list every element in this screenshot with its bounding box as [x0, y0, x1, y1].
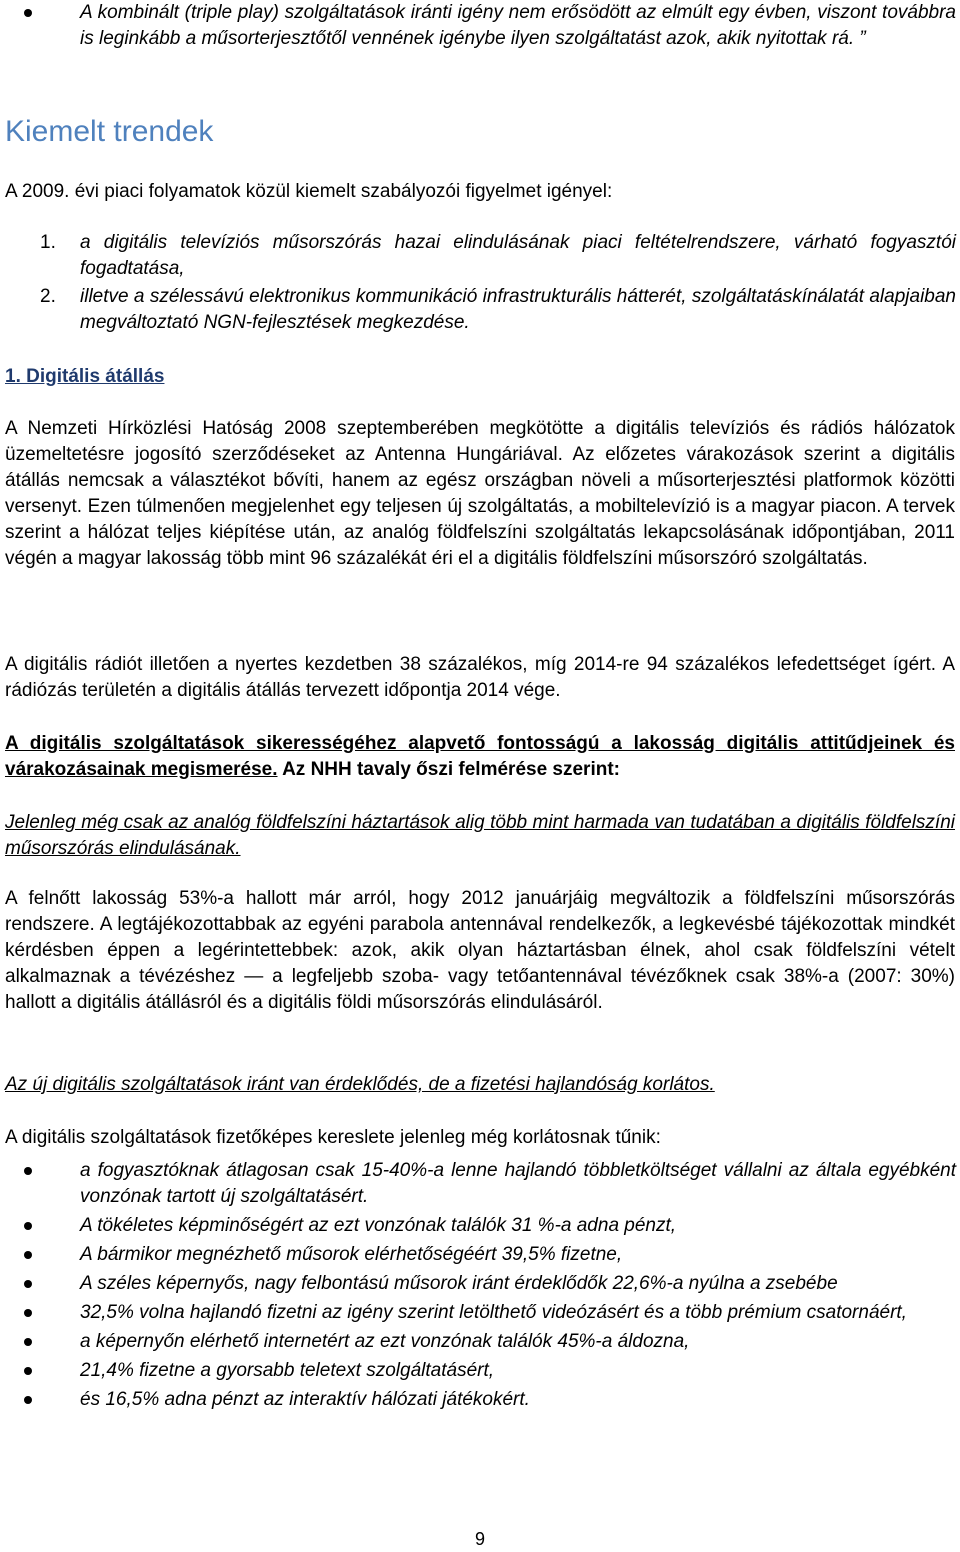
- numbered-item-2: [40, 284, 956, 336]
- section-title: 1. Digitális átállás: [5, 366, 165, 387]
- intro-text: A 2009. évi piaci folyamatok közül kiemelt szabályozói figyelmet igényel:: [5, 181, 613, 202]
- survey-emphasis: A digitális szolgáltatások sikerességéhez alapvető fontosságú a lakosság digitális attitűdjeinek és várakozásainak megismerése.: [5, 733, 955, 780]
- paragraph-demand-intro: A digitális szolgáltatások fizetőképes kereslete jelenleg még korlátosnak tűnik:: [5, 1127, 661, 1148]
- numbered-item-text: a digitális televíziós műsorszórás hazai elindulásának piaci feltételrendszere, várható fogyasztói fogadtatása,: [80, 232, 956, 279]
- list-item: 32,5% volna hajlandó fizetni az igény szerint letölthető videózásért és a több prémium csatornáért,: [0, 1300, 956, 1326]
- bullet-icon: [0, 1329, 80, 1355]
- top-bullet-quote: ”: [854, 28, 866, 49]
- paragraph-digital-radio: A digitális rádiót illetően a nyertes kezdetben 38 százalékos, míg 2014-re 94 százalékos lefedettséget ígért. A rádiózás területén a digitális átállás tervezett időpontja 2014 vége.: [5, 654, 955, 701]
- bullet-icon: [0, 1213, 80, 1239]
- bullet-icon: [0, 1158, 80, 1210]
- survey-source: Az NHH tavaly őszi felmérése szerint:: [277, 759, 620, 780]
- bullet-icon: [0, 1358, 80, 1384]
- paragraph-awareness-details: A felnőtt lakosság 53%-a hallott már arról, hogy 2012 januárjáig megváltozik a földfelszíni műsorszórás rendszere. A legtájékozottabbak az egyéni parabola antennával rendelkezők, a legkevésbé tájékozottak mindkét kérdésben éppen a legérintettebbek: azok, akik olyan háztartásban élnek, ahol csak földfelszíni vételt alkalmaznak a tévézéshez — a legfeljebb szoba- vagy tetőantennával tévézőknek csak 38%-a (2007: 30%) hallott a digitális átállásról és a digitális földi műsorszórás elindulásáról.: [5, 888, 955, 1013]
- list-item: A széles képernyős, nagy felbontású műsorok iránt érdeklődők 22,6%-a nyúlna a zsebébe: [0, 1271, 956, 1297]
- bullet-icon: [0, 0, 80, 52]
- list-item: 21,4% fizetne a gyorsabb teletext szolgáltatásért,: [0, 1358, 956, 1384]
- list-item: A bármikor megnézhető műsorok elérhetőségéért 39,5% fizetne,: [0, 1242, 956, 1268]
- numbered-item-number: 2.: [40, 286, 56, 307]
- bullet-icon: [0, 1271, 80, 1297]
- list-item: a képernyőn elérhető internetért az ezt vonzónak találók 45%-a áldozna,: [0, 1329, 956, 1355]
- list-item: a fogyasztóknak átlagosan csak 15-40%-a lenne hajlandó többletköltséget vállalni az általa egyébként vonzónak tartott új szolgáltatásért.: [0, 1158, 956, 1210]
- numbered-item-text: illetve a szélessávú elektronikus kommunikáció infrastrukturális hátterét, szolgáltatáskínálatát alapjaiban megváltoztató NGN-fejlesztések megkezdése.: [80, 286, 956, 333]
- list-item: és 16,5% adna pénzt az interaktív hálózati játékokért.: [0, 1387, 956, 1413]
- section-heading: Kiemelt trendek: [5, 115, 214, 148]
- list-item: A tökéletes képminőségért az ezt vonzónak találók 31 %-a adna pénzt,: [0, 1213, 956, 1239]
- paragraph-survey-intro: [5, 731, 955, 783]
- page-number: 9: [474, 1529, 485, 1549]
- bullet-icon: [0, 1242, 80, 1268]
- numbered-item-number: 1.: [40, 232, 56, 253]
- bullet-icon: [0, 1387, 80, 1413]
- top-bullet-text: A kombinált (triple play) szolgáltatások iránti igény nem erősödött az elmúlt egy évben, viszont továbbra is leginkább a műsorterjesztőtől vennének igénybe ilyen szolgáltatást azok, akik nyitottak rá.: [80, 2, 956, 49]
- paragraph-awareness-finding: Jelenleg még csak az analóg földfelszíni háztartások alig több mint harmada van tudatában a digitális földfelszíni műsorszórás elindulásának.: [5, 812, 955, 859]
- paragraph-digital-transition: A Nemzeti Hírközlési Hatóság 2008 szeptemberében megkötötte a digitális televíziós és rádiós hálózatok üzemeltetésre jogosító szerződéseket az Antenna Hungáriával. Az előzetes várakozások szerint a digitális átállás nemcsak a választékot bővíti, hanem az egész országban növeli a műsorterjesztési platformok közötti versenyt. Ezen túlmenően megjelenhet egy teljesen új szolgáltatás, a mobiltelevízió is a magyar piacon. A tervek szerint a hálózat teljes kiépítése után, az analóg földfelszíni szolgáltatás lekapcsolásának időpontjában, 2011 végén a magyar lakosság több mint 96 százalékát éri el a digitális földfelszíni műsorszóró szolgáltatás.: [5, 418, 955, 569]
- paragraph-willingness-finding: Az új digitális szolgáltatások iránt van érdeklődés, de a fizetési hajlandóság korlátos.: [5, 1074, 715, 1095]
- top-bullet: [0, 0, 956, 52]
- numbered-item-1: [40, 230, 956, 282]
- willingness-bullet-list: [0, 1158, 956, 1413]
- bullet-icon: [0, 1300, 80, 1326]
